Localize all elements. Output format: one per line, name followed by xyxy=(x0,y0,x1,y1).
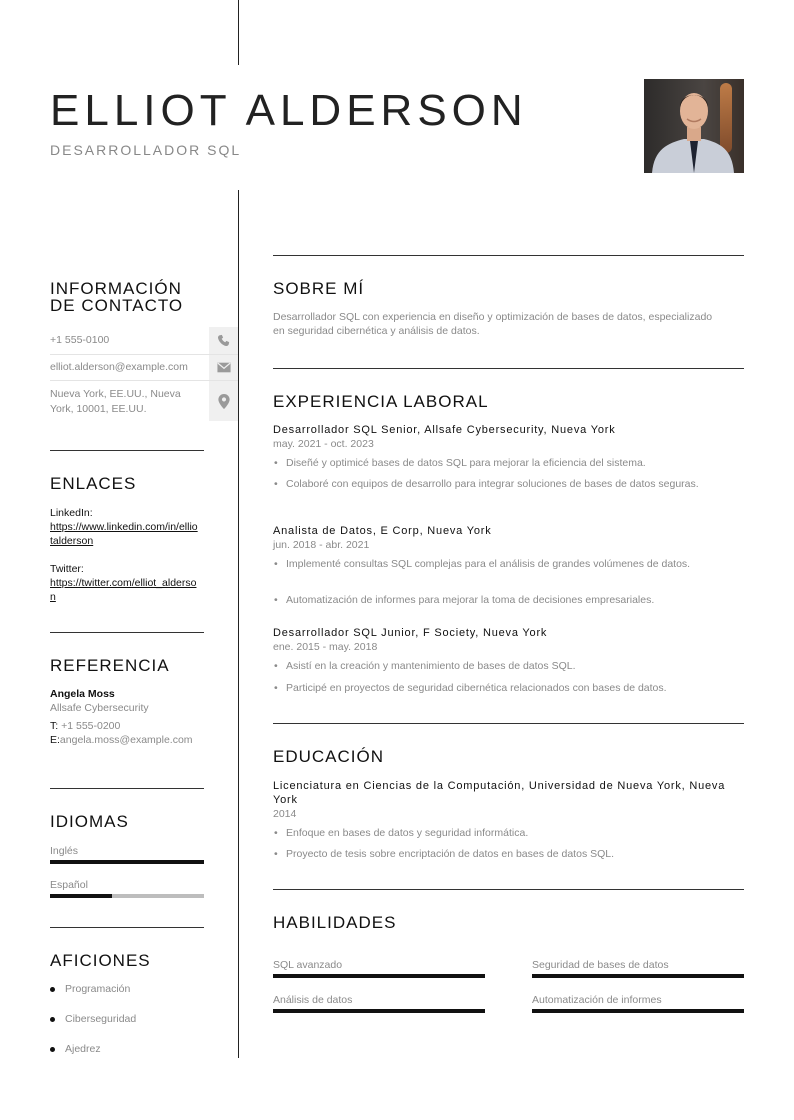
job-bullet: • Participé en proyectos de seguridad cibernética relacionados con bases de datos. xyxy=(274,682,667,694)
contact-phone-row xyxy=(50,327,238,355)
contact-address: Nueva York, EE.UU., Nueva York, 10001, EE.UU. xyxy=(50,388,181,415)
divider xyxy=(50,788,204,789)
language-name: Inglés xyxy=(50,845,79,857)
about-heading: SOBRE MÍ xyxy=(273,279,365,298)
linkedin-label: LinkedIn: xyxy=(50,507,93,519)
language-level-fill xyxy=(50,894,112,898)
reference-email-label: E: xyxy=(50,734,60,746)
job-bullet-text: Participé en proyectos de seguridad cibernética relacionados con bases de datos. xyxy=(286,682,667,694)
divider xyxy=(50,450,204,451)
job-bullet-text: Automatización de informes para mejorar la toma de decisiones empresariales. xyxy=(286,594,655,606)
skills-heading: HABILIDADES xyxy=(273,913,397,932)
job-bullet: • Implementé consultas SQL complejas para el análisis de grandes volúmenes de datos. xyxy=(274,558,691,570)
education-degree: Licenciatura en Ciencias de la Computación, Universidad de Nueva York, Nueva York xyxy=(273,780,726,806)
reference-name: Angela Moss xyxy=(50,688,115,700)
divider xyxy=(50,927,204,928)
reference-email: angela.moss@example.com xyxy=(59,734,193,746)
contact-heading-line1: INFORMACIÓN xyxy=(50,279,182,298)
hobbies-heading: AFICIONES xyxy=(50,951,151,970)
mail-icon xyxy=(209,355,238,380)
job-bullet-text: Implementé consultas SQL complejas para el análisis de grandes volúmenes de datos. xyxy=(286,558,691,570)
language-level-bar xyxy=(50,894,204,898)
education-bullet-text: Proyecto de tesis sobre encriptación de datos en bases de datos SQL. xyxy=(286,848,615,860)
contact-address-row xyxy=(50,381,238,421)
job-bullet: • Diseñé y optimicé bases de datos SQL para mejorar la eficiencia del sistema. xyxy=(274,457,646,469)
skill-bar xyxy=(273,1009,485,1013)
divider xyxy=(273,255,744,256)
bullet-icon xyxy=(50,1017,55,1022)
phone-icon xyxy=(209,327,238,354)
links-heading: ENLACES xyxy=(50,474,137,493)
languages-heading: IDIOMAS xyxy=(50,812,129,831)
job-bullet-text: Diseñé y optimicé bases de datos SQL para mejorar la eficiencia del sistema. xyxy=(286,457,646,469)
education-bullet-text: Enfoque en bases de datos y seguridad informática. xyxy=(286,827,529,839)
education-bullet: • Proyecto de tesis sobre encriptación de datos en bases de datos SQL. xyxy=(274,848,615,860)
job-bullet-text: Colaboré con equipos de desarrollo para integrar soluciones de bases de datos seguras. xyxy=(286,478,699,490)
contact-email: elliot.alderson@example.com xyxy=(50,361,188,373)
reference-company: Allsafe Cybersecurity xyxy=(50,702,149,714)
education-heading: EDUCACIÓN xyxy=(273,747,385,766)
education-bullet: • Enfoque en bases de datos y seguridad informática. xyxy=(274,827,529,839)
profile-photo xyxy=(644,79,744,173)
job-dates: jun. 2018 - abr. 2021 xyxy=(273,539,370,551)
divider-top xyxy=(238,0,239,65)
skill-bar xyxy=(273,974,485,978)
column-divider xyxy=(238,190,239,1058)
skill-bar xyxy=(532,1009,744,1013)
twitter-label: Twitter: xyxy=(50,563,84,575)
hobby-label: Ciberseguridad xyxy=(65,1013,137,1025)
location-pin-icon xyxy=(209,381,238,421)
contact-phone: +1 555-0100 xyxy=(50,334,110,346)
job-bullet: • Automatización de informes para mejorar la toma de decisiones empresariales. xyxy=(274,594,655,606)
contact-email-row xyxy=(50,355,238,381)
job-dates: ene. 2015 - may. 2018 xyxy=(273,641,378,653)
hobby-label: Programación xyxy=(65,983,131,995)
language-level-bar xyxy=(50,860,204,864)
contact-heading xyxy=(50,280,183,314)
job-bullet-text: Asistí en la creación y mantenimiento de bases de datos SQL. xyxy=(286,660,576,672)
reference-phone-row xyxy=(50,719,205,733)
job-dates: may. 2021 - oct. 2023 xyxy=(273,438,374,450)
education-year: 2014 xyxy=(273,808,297,820)
reference-email-row xyxy=(50,733,205,747)
job-title: Analista de Datos, E Corp, Nueva York xyxy=(273,525,492,537)
job-bullet: • Asistí en la creación y mantenimiento de bases de datos SQL. xyxy=(274,660,576,672)
reference-phone: +1 555-0200 xyxy=(61,720,121,732)
candidate-title: DESARROLLADOR SQL xyxy=(50,142,242,158)
language-name: Español xyxy=(50,879,88,891)
language-level-fill xyxy=(50,860,204,864)
linkedin-link[interactable]: https://www.linkedin.com/in/elliotalderson xyxy=(50,521,198,547)
candidate-name: ELLIOT ALDERSON xyxy=(50,86,528,135)
experience-heading: EXPERIENCIA LABORAL xyxy=(273,392,489,411)
divider xyxy=(273,889,744,890)
job-title: Desarrollador SQL Junior, F Society, Nueva York xyxy=(273,627,548,639)
reference-heading: REFERENCIA xyxy=(50,656,170,675)
skill-bar xyxy=(532,974,744,978)
job-bullet: • Colaboré con equipos de desarrollo para integrar soluciones de bases de datos seguras. xyxy=(274,478,699,490)
skill-label: Automatización de informes xyxy=(532,994,662,1006)
skill-label: Seguridad de bases de datos xyxy=(532,959,669,971)
divider xyxy=(50,632,204,633)
hobby-label: Ajedrez xyxy=(65,1043,101,1055)
reference-phone-label: T: xyxy=(50,720,59,732)
skill-label: SQL avanzado xyxy=(273,959,343,971)
twitter-link[interactable]: https://twitter.com/elliot_alderson xyxy=(50,577,197,603)
skill-label: Análisis de datos xyxy=(273,994,353,1006)
bullet-icon xyxy=(50,1047,55,1052)
contact-heading-line2: DE CONTACTO xyxy=(50,296,184,315)
about-text: Desarrollador SQL con experiencia en diseño y optimización de bases de datos, especializado en seguridad cibernética y análisis de datos. xyxy=(273,311,713,337)
job-title: Desarrollador SQL Senior, Allsafe Cybersecurity, Nueva York xyxy=(273,424,616,436)
bullet-icon xyxy=(50,987,55,992)
divider xyxy=(273,723,744,724)
divider xyxy=(273,368,744,369)
